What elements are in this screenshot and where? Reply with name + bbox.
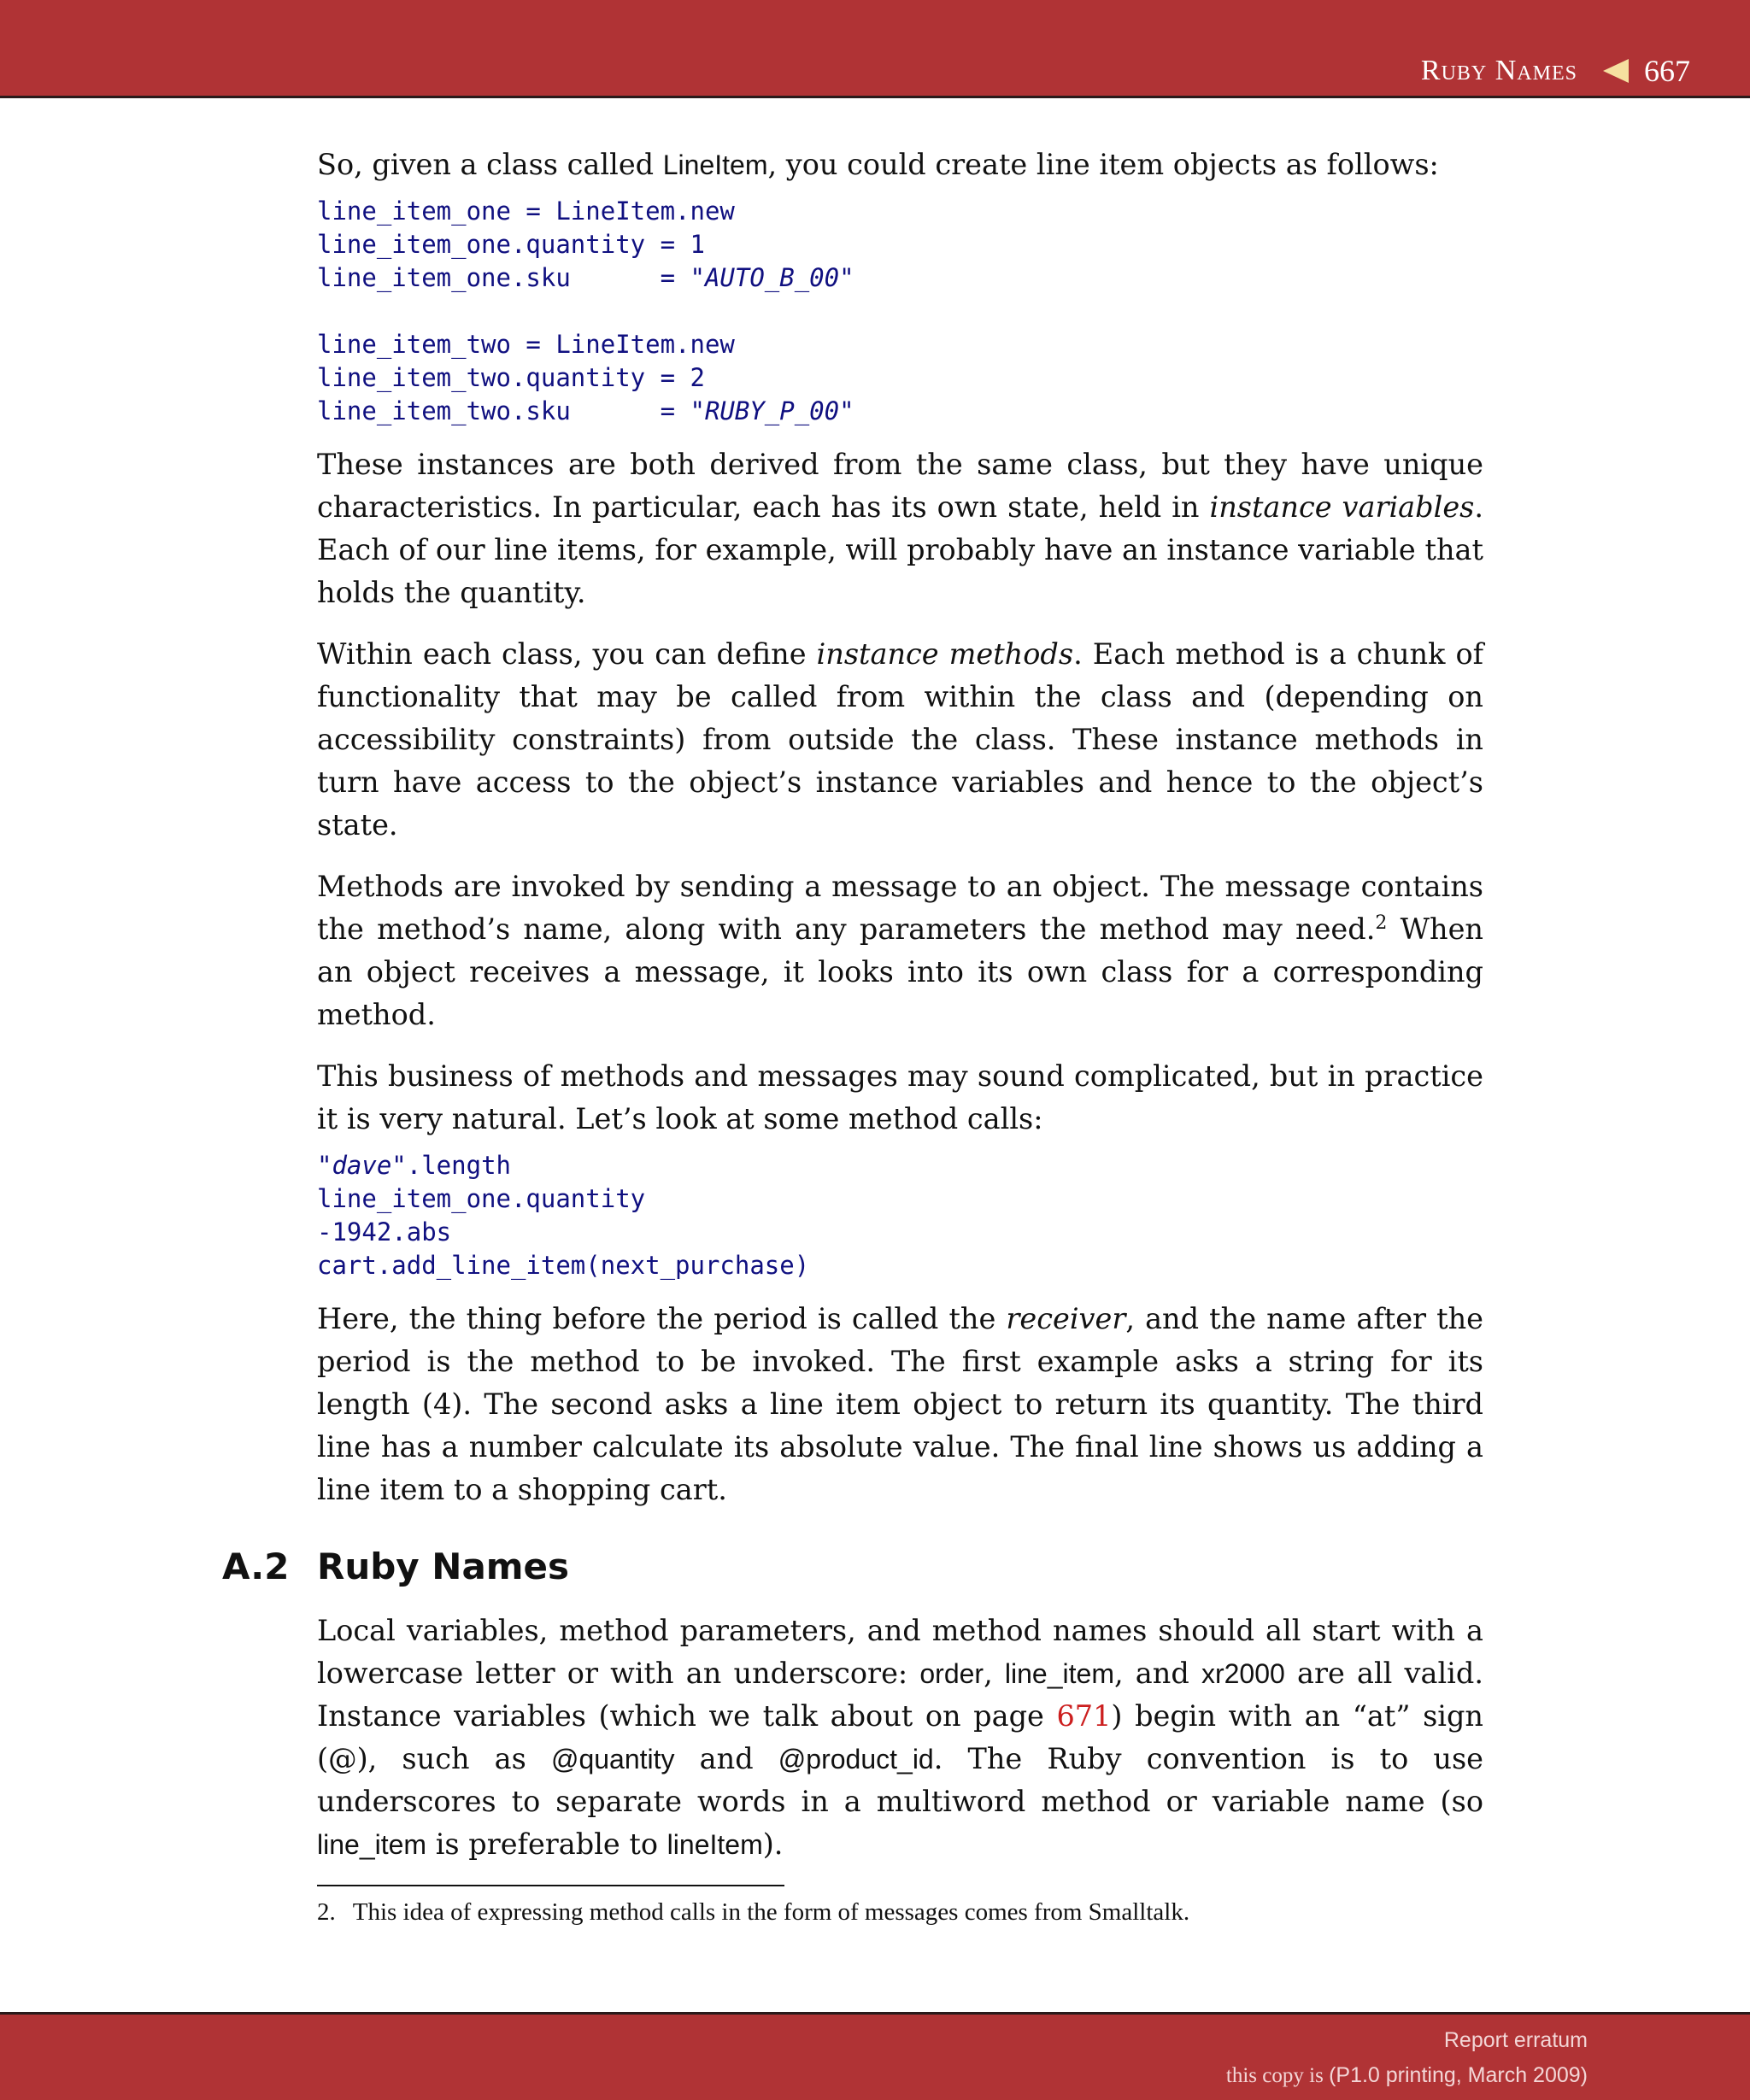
header-nav bbox=[1421, 53, 1690, 89]
left-triangle-icon[interactable] bbox=[1603, 59, 1629, 83]
text: , and the name after the period is the method to be invoked. The first example asks a string for its length (4). The second asks a line item object to return its quantity. The third line has a number calculate its absolute value. The final line shows us adding a line item to a shopping cart. bbox=[317, 1302, 1484, 1506]
code-line: cart.add_line_item(next_purchase) bbox=[317, 1251, 810, 1280]
code-term: @quantity bbox=[550, 1744, 675, 1774]
copy-prefix: this copy is bbox=[1225, 2064, 1330, 2087]
code-line bbox=[317, 1149, 1483, 1182]
code-segment: .length bbox=[406, 1151, 511, 1180]
footnote-text: This idea of expressing method calls in the form of messages comes from Smalltalk. bbox=[352, 1898, 1190, 1926]
section-heading bbox=[222, 1546, 1483, 1587]
page-body bbox=[222, 144, 1484, 1929]
text: , and bbox=[1113, 1657, 1201, 1690]
code-line bbox=[317, 395, 1483, 428]
text: These instances are both derived from the same class, but they have unique characteristics. In particular, each has its own state, held in bbox=[317, 448, 1483, 524]
code-blank-line bbox=[317, 295, 1483, 328]
code-term: @product_id bbox=[778, 1744, 934, 1774]
report-erratum-link[interactable]: Report erratum bbox=[1443, 2028, 1588, 2052]
code-term: xr2000 bbox=[1201, 1658, 1285, 1689]
term-instance-methods: instance methods bbox=[816, 637, 1074, 671]
copy-info bbox=[1226, 2062, 1588, 2088]
page-header bbox=[0, 0, 1750, 98]
code-segment: line_item_two.sku = bbox=[317, 396, 690, 425]
text: Here, the thing before the period is called the bbox=[317, 1302, 1007, 1335]
running-head: Ruby Names bbox=[1420, 55, 1577, 86]
text: are all valid. Instance variables (which we talk about on page bbox=[317, 1657, 1483, 1733]
section-title: Ruby Names bbox=[317, 1546, 570, 1587]
footnote-number: 2. bbox=[317, 1898, 336, 1926]
text: When an object receives a message, it looks into its own class for a corresponding method. bbox=[317, 912, 1483, 1031]
code-term: line_item bbox=[317, 1829, 427, 1860]
text: . The Ruby convention is to use underscores to separate words in a multiword method or variable name (so bbox=[317, 1742, 1483, 1818]
code-string: "dave" bbox=[317, 1151, 407, 1180]
text: ). bbox=[762, 1827, 784, 1861]
code-term: line_item bbox=[1004, 1658, 1114, 1689]
section-number: A.2 bbox=[222, 1546, 290, 1587]
code-line: line_item_one = LineItem.new bbox=[317, 197, 735, 226]
text: Local variables, method parameters, and method names should all start with a lowercase letter or with an underscore: bbox=[317, 1614, 1483, 1690]
page-number: 667 bbox=[1644, 54, 1690, 88]
paragraph-instances bbox=[317, 443, 1483, 614]
text: . Each of our line items, for example, will probably have an instance variable that holds the quantity. bbox=[317, 490, 1483, 609]
code-line: -1942.abs bbox=[317, 1217, 452, 1247]
footnote bbox=[317, 1895, 1483, 1929]
text: , bbox=[984, 1657, 1005, 1690]
page-link[interactable]: 671 bbox=[1056, 1699, 1112, 1733]
code-term: order bbox=[919, 1658, 984, 1689]
paragraph-ruby-names bbox=[317, 1610, 1483, 1866]
code-string: "RUBY_P_00" bbox=[690, 396, 854, 425]
text: is preferable to bbox=[426, 1827, 667, 1861]
term-instance-variables: instance variables bbox=[1209, 490, 1475, 524]
text: ) begin with an “at” sign (@), such as bbox=[317, 1699, 1484, 1775]
footnote-divider bbox=[317, 1885, 784, 1886]
footnote-ref[interactable]: 2 bbox=[1375, 912, 1388, 934]
text: . Each method is a chunk of functionality that may be called from within the class and (depending on accessibility constraints) from outside the class. These instance methods in turn have access to the object’s instance variables and hence to the object’s state. bbox=[317, 637, 1484, 842]
text: Within each class, you can define bbox=[317, 637, 817, 671]
code-line: line_item_two = LineItem.new bbox=[317, 330, 735, 359]
code-line bbox=[317, 261, 1483, 295]
intro-paragraph bbox=[317, 144, 1483, 186]
paragraph-method-calls: This business of methods and messages may sound complicated, but in practice it is very natural. Let’s look at some method calls: bbox=[317, 1059, 1483, 1135]
code-line: line_item_one.quantity = 1 bbox=[317, 230, 705, 259]
text: and bbox=[674, 1742, 778, 1775]
term-receiver: receiver bbox=[1006, 1302, 1126, 1335]
class-name: LineItem bbox=[662, 150, 768, 180]
intro-text: So, given a class called bbox=[317, 148, 663, 181]
page-footer bbox=[0, 2012, 1750, 2100]
code-segment: line_item_one.sku = bbox=[317, 263, 690, 292]
code-term: lineItem bbox=[667, 1829, 763, 1860]
code-line: line_item_one.quantity bbox=[317, 1184, 646, 1213]
code-block-method-calls bbox=[317, 1149, 1483, 1282]
code-block-line-items bbox=[317, 195, 1483, 428]
paragraph-receiver bbox=[317, 1298, 1483, 1511]
code-line: line_item_two.quantity = 2 bbox=[317, 363, 705, 392]
paragraph-messages bbox=[317, 865, 1483, 1036]
code-string: "AUTO_B_00" bbox=[690, 263, 854, 292]
intro-text-end: , you could create line item objects as follows: bbox=[767, 148, 1439, 181]
paragraph-instance-methods bbox=[317, 633, 1483, 847]
text: Methods are invoked by sending a message to an object. The message contains the method’s name, along with any parameters the method may need. bbox=[317, 870, 1483, 946]
printing-info: (P1.0 printing, March 2009) bbox=[1329, 2063, 1588, 2087]
